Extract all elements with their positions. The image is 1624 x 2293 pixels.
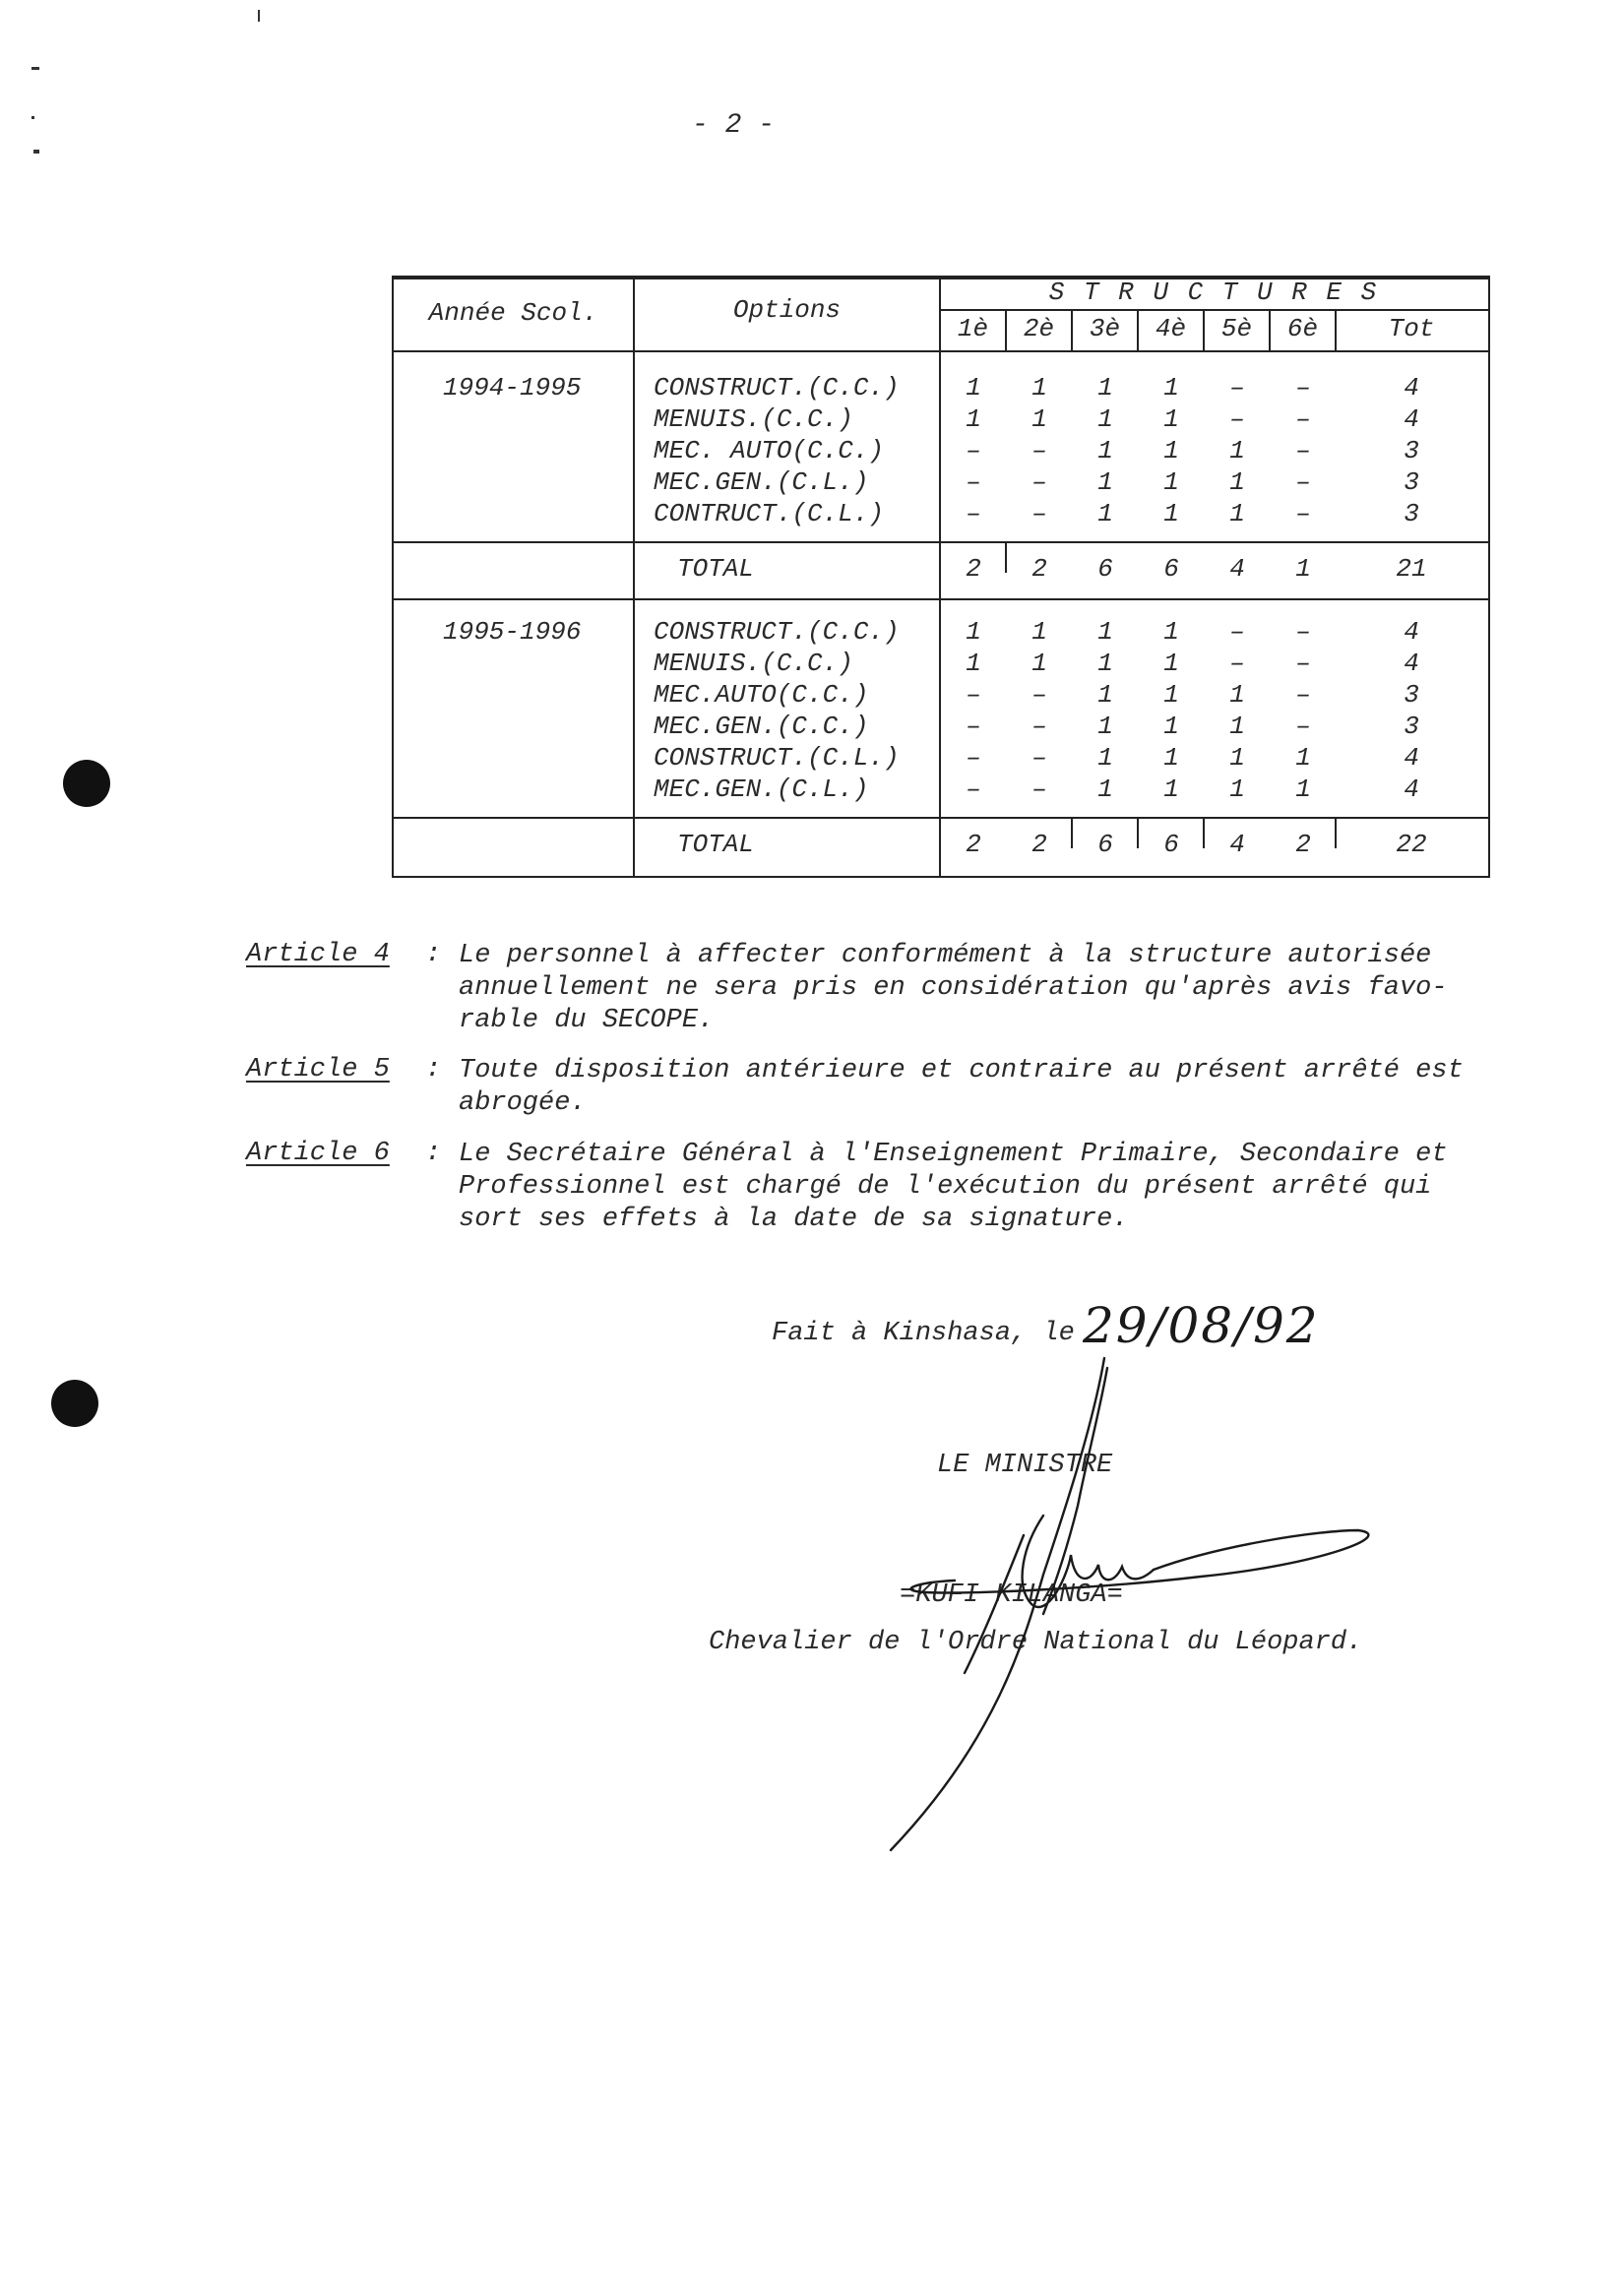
level-value-cell: 1 <box>1163 712 1179 741</box>
option-cell: MEC.GEN.(C.L.) <box>654 467 869 497</box>
header-level-3: 3è <box>1089 314 1121 343</box>
article-line: abrogée. <box>459 1088 587 1118</box>
header-structures: S T R U C T U R E S <box>1048 278 1379 307</box>
total-row-value-cell: 21 <box>1396 554 1427 584</box>
level-value-cell: – <box>966 467 981 497</box>
level-value-cell: 1 <box>1163 649 1179 678</box>
level-value-cell: 1 <box>1031 617 1047 647</box>
total-row-value-cell: 6 <box>1163 554 1179 584</box>
total-row-value-cell: 6 <box>1097 554 1113 584</box>
total-label: TOTAL <box>677 554 755 584</box>
level-value-cell: 1 <box>1229 775 1245 804</box>
total-row-value-cell: 2 <box>1031 554 1047 584</box>
level-value-cell: 1 <box>1163 467 1179 497</box>
level-value-cell: 1 <box>1163 373 1179 403</box>
option-cell: MENUIS.(C.C.) <box>654 404 853 434</box>
level-value-cell: 1 <box>1163 404 1179 434</box>
option-cell: CONSTRUCT.(C.C.) <box>654 373 900 403</box>
header-options: Options <box>732 295 842 325</box>
total-row-value-cell: 2 <box>966 554 981 584</box>
level-value-cell: 1 <box>1031 649 1047 678</box>
header-total: Tot <box>1388 314 1435 343</box>
total-row-value-cell: 6 <box>1163 830 1179 859</box>
level-value-cell: – <box>966 436 981 465</box>
article-colon: : <box>425 1055 442 1085</box>
level-value-cell: – <box>1031 775 1047 804</box>
level-value-cell: – <box>1031 680 1047 710</box>
level-value-cell: – <box>1229 373 1245 403</box>
level-value-cell: 1 <box>1097 467 1113 497</box>
level-value-cell: – <box>1295 680 1311 710</box>
article-6-text <box>459 1139 1448 1236</box>
minister-honor: Chevalier de l'Ordre National du Léopard. <box>709 1628 1363 1657</box>
level-value-cell: – <box>1031 712 1047 741</box>
level-value-cell: 1 <box>966 649 981 678</box>
option-cell: MENUIS.(C.C.) <box>654 649 853 678</box>
level-value-cell: 1 <box>1097 499 1113 528</box>
total-value-cell: 4 <box>1404 617 1419 647</box>
level-value-cell: 1 <box>1295 743 1311 773</box>
level-value-cell: – <box>1229 617 1245 647</box>
total-label: TOTAL <box>677 830 755 859</box>
level-value-cell: – <box>966 775 981 804</box>
level-value-cell: 1 <box>1031 373 1047 403</box>
header-annee-scol: Année Scol. <box>428 298 598 328</box>
total-row-value-cell: 1 <box>1295 554 1311 584</box>
option-cell: CONSTRUCT.(C.C.) <box>654 617 900 647</box>
level-value-cell: – <box>1031 743 1047 773</box>
year-cell: 1994-1995 <box>443 373 582 403</box>
header-level-4: 4è <box>1155 314 1187 343</box>
level-value-cell: 1 <box>1097 775 1113 804</box>
total-row-value-cell: 2 <box>1031 830 1047 859</box>
total-value-cell: 4 <box>1404 775 1419 804</box>
article-line: Professionnel est chargé de l'exécution du présent arrêté qui <box>459 1172 1432 1202</box>
level-value-cell: 1 <box>1097 404 1113 434</box>
minister-title: LE MINISTRE <box>937 1451 1113 1480</box>
level-value-cell: 1 <box>1031 404 1047 434</box>
minister-name: =KUFI KILANGA= <box>900 1580 1123 1610</box>
level-value-cell: 1 <box>1163 743 1179 773</box>
total-value-cell: 4 <box>1404 373 1419 403</box>
total-row-value-cell: 2 <box>1295 830 1311 859</box>
year-cell: 1995-1996 <box>443 617 582 647</box>
level-value-cell: – <box>966 743 981 773</box>
level-value-cell: – <box>1229 404 1245 434</box>
total-row-value-cell: 22 <box>1396 830 1427 859</box>
article-line: Toute disposition antérieure et contraire au présent arrêté est <box>459 1056 1464 1085</box>
total-row-value-cell: 4 <box>1229 830 1245 859</box>
level-value-cell: 1 <box>1295 775 1311 804</box>
level-value-cell: 1 <box>1097 649 1113 678</box>
level-value-cell: – <box>1295 712 1311 741</box>
article-line: Le Secrétaire Général à l'Enseignement Primaire, Secondaire et <box>459 1140 1448 1169</box>
level-value-cell: – <box>966 680 981 710</box>
total-value-cell: 4 <box>1404 404 1419 434</box>
total-value-cell: 3 <box>1404 436 1419 465</box>
option-cell: MEC. AUTO(C.C.) <box>654 436 885 465</box>
article-line: sort ses effets à la date de sa signature. <box>459 1205 1129 1234</box>
level-value-cell: 1 <box>966 373 981 403</box>
level-value-cell: 1 <box>1229 743 1245 773</box>
level-value-cell: 1 <box>1097 373 1113 403</box>
level-value-cell: – <box>1295 499 1311 528</box>
handwritten-date: 29/08/92 <box>1083 1297 1320 1354</box>
total-value-cell: 4 <box>1404 649 1419 678</box>
option-cell: MEC.GEN.(C.L.) <box>654 775 869 804</box>
level-value-cell: 1 <box>1163 617 1179 647</box>
level-value-cell: – <box>1295 404 1311 434</box>
level-value-cell: 1 <box>966 617 981 647</box>
level-value-cell: 1 <box>1163 499 1179 528</box>
level-value-cell: 1 <box>1163 775 1179 804</box>
handwritten-signature <box>846 1348 1398 1860</box>
punch-hole <box>63 760 110 807</box>
level-value-cell: 1 <box>1097 436 1113 465</box>
option-cell: MEC.AUTO(C.C.) <box>654 680 869 710</box>
margin-mark <box>258 10 260 22</box>
level-value-cell: 1 <box>1163 680 1179 710</box>
level-value-cell: – <box>1031 467 1047 497</box>
level-value-cell: – <box>1295 467 1311 497</box>
article-colon: : <box>425 940 442 969</box>
margin-mark <box>31 67 39 70</box>
option-cell: CONTRUCT.(C.L.) <box>654 499 885 528</box>
level-value-cell: 1 <box>1163 436 1179 465</box>
level-value-cell: 1 <box>1097 617 1113 647</box>
header-level-6: 6è <box>1286 314 1319 343</box>
header-level-1: 1è <box>957 314 989 343</box>
total-value-cell: 3 <box>1404 467 1419 497</box>
article-4-text <box>459 940 1448 1037</box>
total-row-value-cell: 6 <box>1097 830 1113 859</box>
article-5-text <box>459 1055 1464 1120</box>
level-value-cell: – <box>966 499 981 528</box>
article-line: Le personnel à affecter conformément à la structure autorisée <box>459 941 1432 970</box>
level-value-cell: 1 <box>1229 499 1245 528</box>
option-cell: CONSTRUCT.(C.L.) <box>654 743 900 773</box>
level-value-cell: 1 <box>1097 680 1113 710</box>
level-value-cell: 1 <box>1229 680 1245 710</box>
level-value-cell: – <box>1031 499 1047 528</box>
header-level-2: 2è <box>1023 314 1055 343</box>
article-4-label: Article 4 <box>246 940 390 969</box>
level-value-cell: – <box>1229 649 1245 678</box>
place-date-line: Fait à Kinshasa, le <box>772 1319 1075 1348</box>
header-level-5: 5è <box>1220 314 1253 343</box>
level-value-cell: 1 <box>1229 712 1245 741</box>
total-row-value-cell: 4 <box>1229 554 1245 584</box>
article-5-label: Article 5 <box>246 1055 390 1085</box>
total-value-cell: 4 <box>1404 743 1419 773</box>
level-value-cell: – <box>1295 436 1311 465</box>
margin-mark <box>33 150 39 154</box>
article-line: annuellement ne sera pris en considération qu'après avis favo- <box>459 973 1448 1003</box>
level-value-cell: 1 <box>1229 436 1245 465</box>
level-value-cell: – <box>1295 373 1311 403</box>
level-value-cell: – <box>1295 617 1311 647</box>
total-value-cell: 3 <box>1404 499 1419 528</box>
article-6-label: Article 6 <box>246 1139 390 1168</box>
level-value-cell: 1 <box>966 404 981 434</box>
punch-hole <box>51 1380 98 1427</box>
article-line: rable du SECOPE. <box>459 1006 715 1035</box>
level-value-cell: 1 <box>1229 467 1245 497</box>
total-value-cell: 3 <box>1404 680 1419 710</box>
option-cell: MEC.GEN.(C.C.) <box>654 712 869 741</box>
page-number: - 2 - <box>691 110 775 141</box>
article-colon: : <box>425 1139 442 1168</box>
total-row-value-cell: 2 <box>966 830 981 859</box>
level-value-cell: – <box>1031 436 1047 465</box>
level-value-cell: 1 <box>1097 743 1113 773</box>
level-value-cell: – <box>1295 649 1311 678</box>
total-value-cell: 3 <box>1404 712 1419 741</box>
structures-table <box>392 276 1490 878</box>
level-value-cell: – <box>966 712 981 741</box>
level-value-cell: 1 <box>1097 712 1113 741</box>
